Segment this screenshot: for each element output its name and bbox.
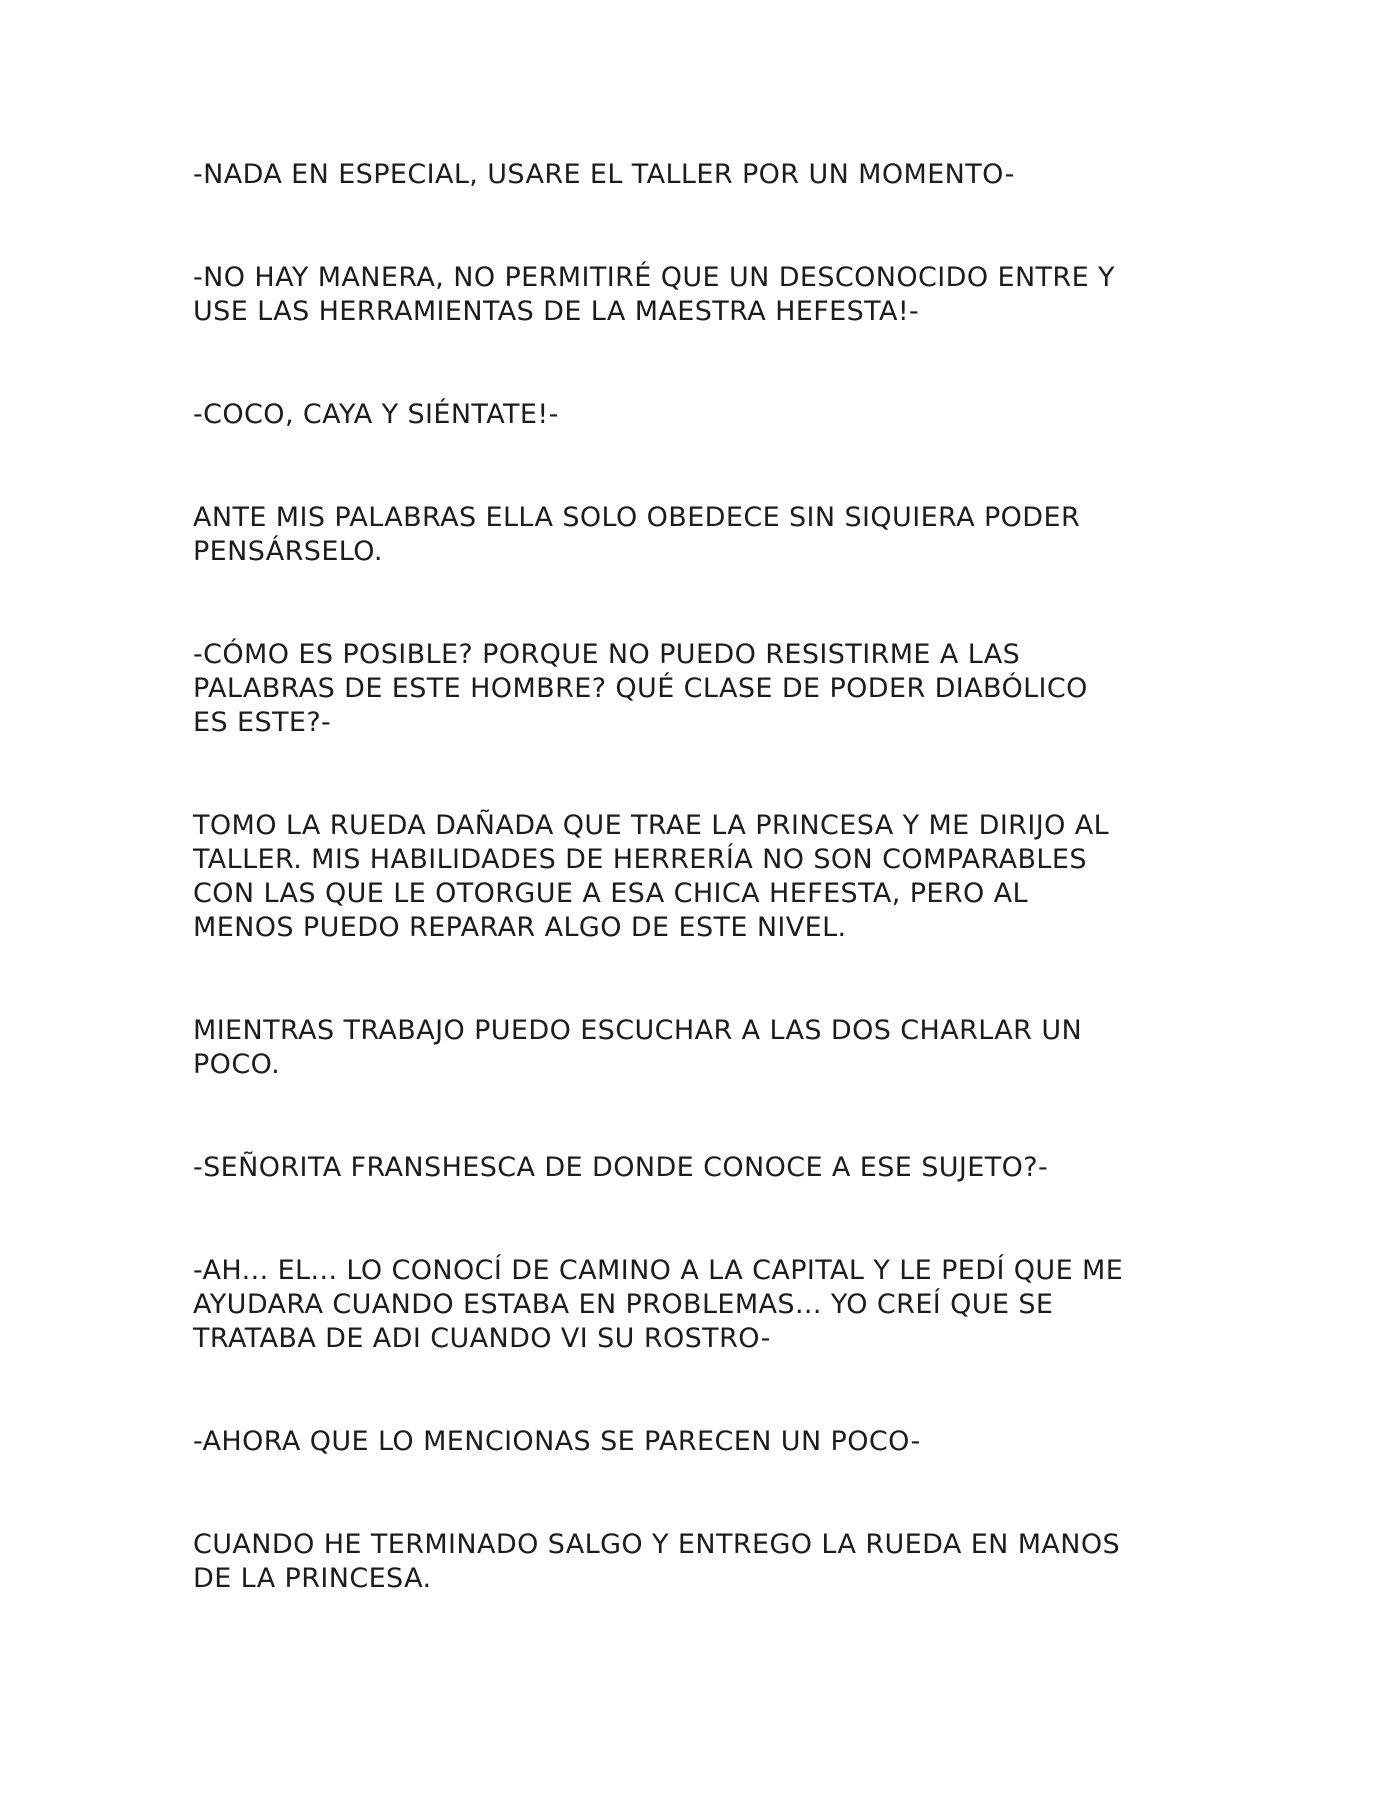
paragraph-10: -AHORA QUE LO MENCIONAS SE PARECEN UN POCO- [193,1426,921,1457]
paragraph-11: CUANDO HE TERMINADO SALGO Y ENTREGO LA RUEDA EN MANOS DE LA PRINCESA. [193,1529,1121,1594]
text-column [193,158,1193,1596]
paragraph-4: ANTE MIS PALABRAS ELLA SOLO OBEDECE SIN SIQUIERA PODER PENSÁRSELO. [193,502,1081,567]
paragraph-7: MIENTRAS TRABAJO PUEDO ESCUCHAR A LAS DOS CHARLAR UN POCO. [193,1015,1083,1080]
paragraph-5: -CÓMO ES POSIBLE? PORQUE NO PUEDO RESISTIRME A LAS PALABRAS DE ESTE HOMBRE? QUÉ CLASE DE PODER DIABÓLICO ES ESTE?- [193,639,1088,738]
paragraph-1: -NADA EN ESPECIAL, USARE EL TALLER POR UN MOMENTO- [193,159,1015,190]
paragraph-9: -AH... EL... LO CONOCÍ DE CAMINO A LA CAPITAL Y LE PEDÍ QUE ME AYUDARA CUANDO ESTABA EN PROBLEMAS... YO CREÍ QUE SE TRATABA DE ADI CUANDO VI SU ROSTRO- [193,1255,1124,1354]
paragraph-3: -COCO, CAYA Y SIÉNTATE!- [193,399,559,430]
paragraph-2: -NO HAY MANERA, NO PERMITIRÉ QUE UN DESCONOCIDO ENTRE Y USE LAS HERRAMIENTAS DE LA MAESTRA HEFESTA!- [193,262,1115,327]
paragraph-6: TOMO LA RUEDA DAÑADA QUE TRAE LA PRINCESA Y ME DIRIJO AL TALLER. MIS HABILIDADES DE HERRERÍA NO SON COMPARABLES CON LAS QUE LE OTORGUE A ESA CHICA HEFESTA, PERO AL MENOS PUEDO REPARAR ALGO DE ESTE NIVEL. [193,810,1110,943]
paragraph-8: -SEÑORITA FRANSHESCA DE DONDE CONOCE A ESE SUJETO?- [193,1152,1049,1183]
